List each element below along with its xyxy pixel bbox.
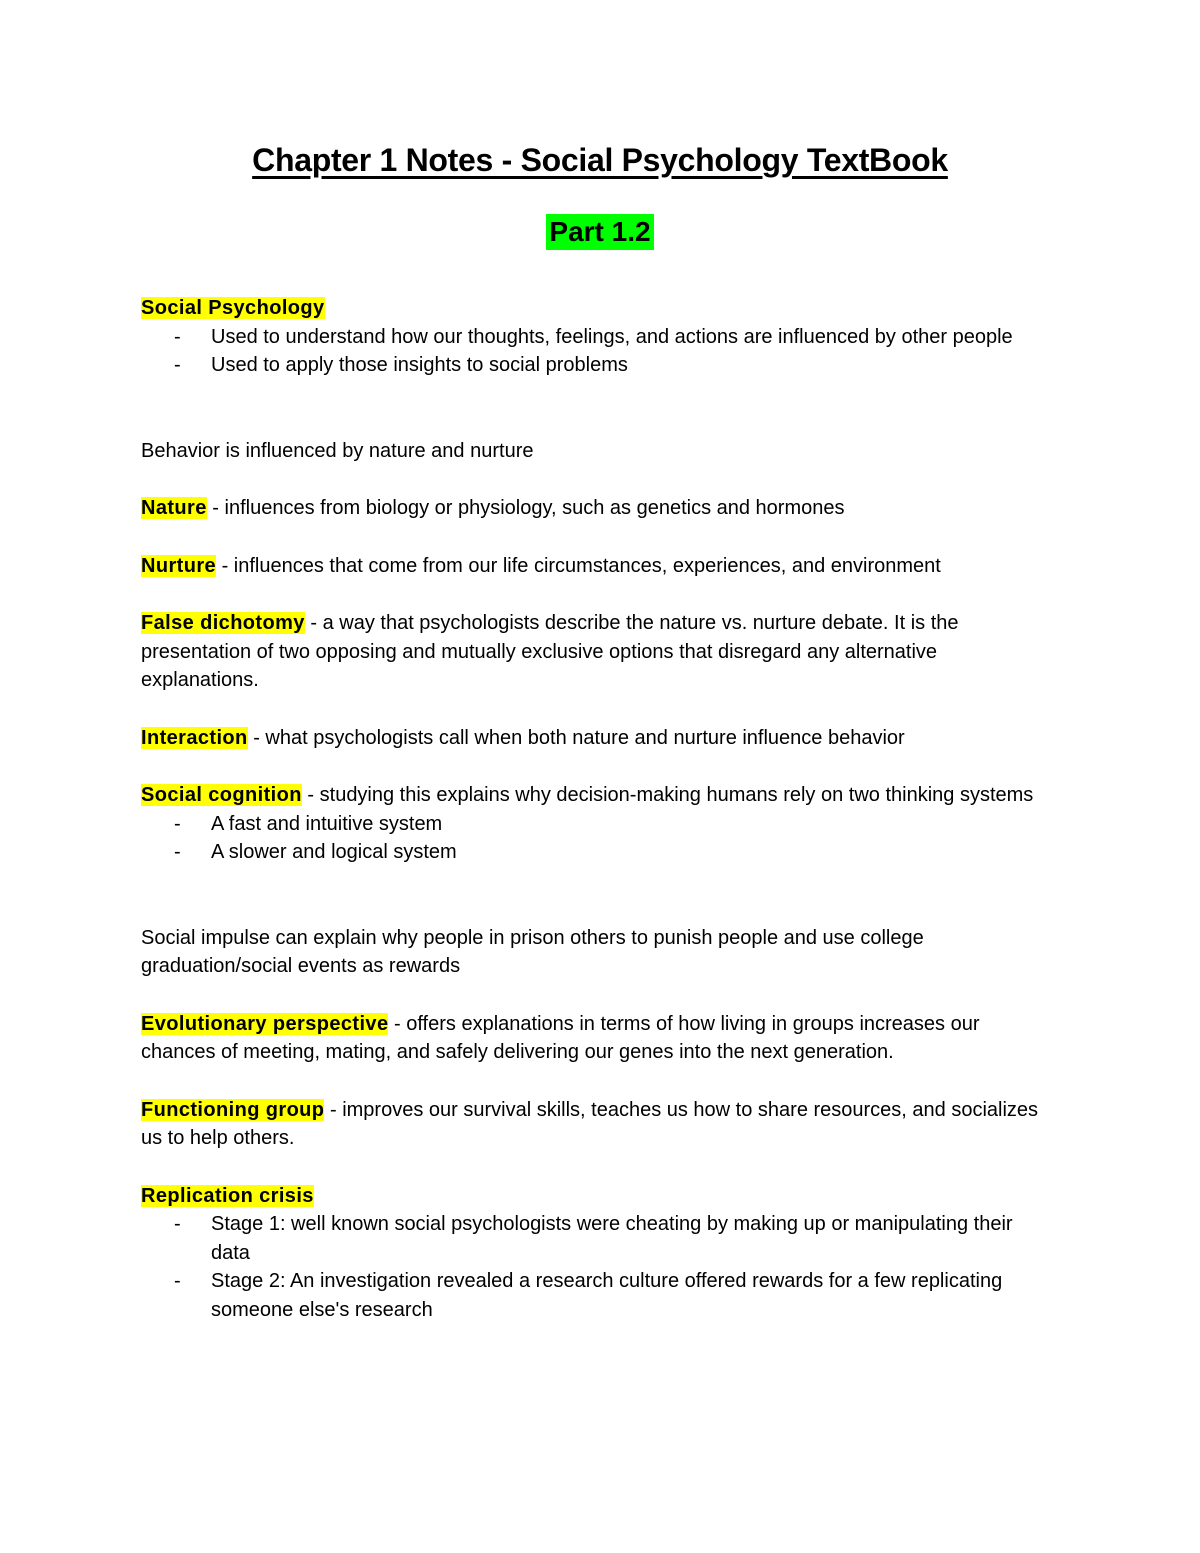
dash-bullet: - [174, 1213, 181, 1235]
term-interaction: Interaction [141, 726, 248, 749]
list-item-text: Used to apply those insights to social problems [211, 354, 628, 376]
part-heading: Part 1.2 [546, 214, 653, 250]
dash-bullet: - [174, 1270, 181, 1292]
term-nature: Nature [141, 497, 207, 519]
false-dichotomy-definition: - a way that psychologists describe the nature vs. nurture debate. It is the presentation of two opposing and mutually exclusive options that disregard any alternative explanations. [141, 612, 959, 691]
spacer [141, 695, 1041, 724]
interaction-definition: - what psychologists call when both nature and nurture influence behavior [247, 726, 905, 749]
social-psychology-heading [141, 294, 1041, 323]
dash-bullet: - [174, 354, 181, 376]
list-item [141, 1210, 1041, 1267]
nurture-paragraph [141, 552, 1041, 581]
term-evolutionary-perspective: Evolutionary perspective [141, 1012, 389, 1035]
social-cognition-list [141, 810, 1041, 867]
list-item-text: A slower and logical system [211, 841, 457, 863]
list-item [141, 1267, 1041, 1324]
list-item [141, 838, 1041, 867]
spacer [141, 523, 1041, 552]
nature-paragraph [141, 494, 1041, 523]
term-social-cognition: Social cognition [141, 784, 302, 806]
list-item [141, 810, 1041, 839]
social-cognition-definition: - studying this explains why decision-making humans rely on two thinking systems [301, 784, 1034, 806]
dash-bullet: - [174, 325, 181, 348]
term-false-dichotomy: False dichotomy [141, 612, 305, 634]
document-title: Chapter 1 Notes - Social Psychology TextBook [252, 142, 948, 178]
spacer [141, 580, 1041, 609]
spacer [141, 752, 1041, 781]
spacer [141, 380, 1041, 437]
term-functioning-group: Functioning group [141, 1098, 325, 1121]
list-item [141, 351, 1041, 380]
evolutionary-paragraph [141, 1010, 1041, 1067]
interaction-paragraph [141, 724, 1041, 753]
social-impulse-paragraph: Social impulse can explain why people in prison others to punish people and use college graduation/social events as rewards [141, 926, 924, 977]
evolutionary-definition: - offers explanations in terms of how living in groups increases our chances of meeting, mating, and safely delivering our genes into the next generation. [141, 1012, 980, 1063]
spacer [141, 1067, 1041, 1096]
spacer [141, 465, 1041, 494]
functioning-definition: - improves our survival skills, teaches us how to share resources, and socializes us to help others. [141, 1098, 1039, 1149]
functioning-paragraph [141, 1096, 1041, 1153]
term-nurture: Nurture [141, 554, 217, 577]
replication-list [141, 1210, 1041, 1324]
nurture-definition: - influences that come from our life circumstances, experiences, and environment [216, 554, 941, 577]
term-social-psychology: Social Psychology [141, 297, 325, 319]
replication-heading [141, 1182, 1041, 1211]
spacer [141, 867, 1041, 924]
notes-body [141, 294, 1041, 1324]
spacer [141, 1153, 1041, 1182]
social-psychology-list [141, 323, 1041, 380]
false-dichotomy-paragraph [141, 609, 1041, 695]
list-item-text: Used to understand how our thoughts, feelings, and actions are influenced by other people [211, 325, 1013, 348]
list-item-text: Stage 1: well known social psychologists were cheating by making up or manipulating their data [211, 1213, 1013, 1264]
social-cognition-paragraph [141, 781, 1041, 810]
list-item-text: A fast and intuitive system [211, 812, 443, 835]
dash-bullet: - [174, 812, 181, 835]
list-item [141, 323, 1041, 352]
term-replication-crisis: Replication crisis [141, 1184, 314, 1207]
list-item-text: Stage 2: An investigation revealed a research culture offered rewards for a few replicating someone else's research [211, 1270, 1003, 1321]
behavior-paragraph: Behavior is influenced by nature and nurture [141, 439, 534, 462]
nature-definition: - influences from biology or physiology, such as genetics and hormones [206, 497, 845, 519]
spacer [141, 981, 1041, 1010]
dash-bullet: - [174, 841, 181, 863]
subtitle-wrap [0, 214, 1200, 250]
